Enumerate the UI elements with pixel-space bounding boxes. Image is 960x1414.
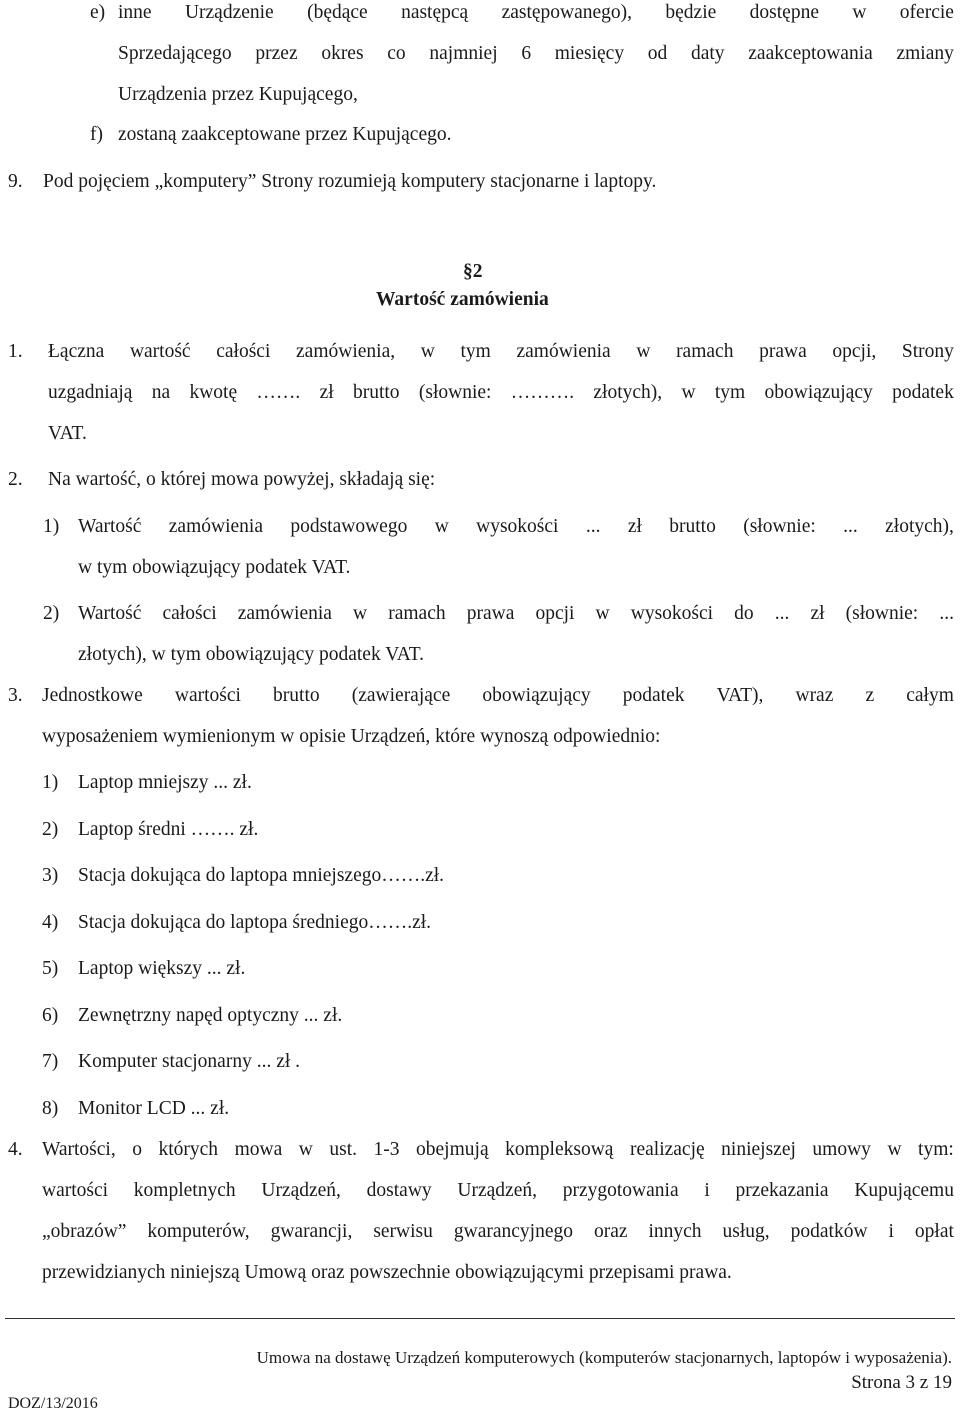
word: obejmują [416,1139,489,1160]
paragraph-line: VAT. [48,423,87,444]
paragraph-line [78,604,954,624]
word: VAT), [716,685,764,706]
word: zamówienia [516,341,611,362]
word: brutto [273,685,320,706]
word: podatek [622,685,685,706]
text-line [48,383,954,403]
word: ofercie [899,2,954,23]
word: usług, [722,1221,770,1242]
word: i [704,1180,710,1201]
word: w [595,603,610,624]
word: Wartość [78,603,142,624]
word: złotych), [885,516,954,537]
word: kompletnych [133,1180,236,1201]
word: (zawierające [351,685,451,706]
word: ... [585,516,601,537]
list-marker: 9. [8,171,23,192]
word: całości [162,603,217,624]
word: ramach [676,341,734,362]
word: w [298,1139,313,1160]
word: serwisu [373,1221,433,1242]
paragraph-line [118,44,954,64]
word: zamówienia [237,603,332,624]
text-line [118,44,954,64]
word: brutto [669,516,716,537]
word: opłat [914,1221,954,1242]
word: od [647,43,668,64]
list-marker: f) [90,124,103,145]
list-marker: 3. [8,685,23,706]
text-line [118,3,954,23]
list-marker: e) [90,2,106,23]
word: 6 [521,43,532,64]
word: „obrazów” [42,1221,127,1242]
word: opcji [535,603,575,624]
word: i [888,1221,894,1242]
word: w [420,341,435,362]
word: komputerów, [147,1221,250,1242]
word: obowiązujący [764,382,873,403]
word: których [158,1139,219,1160]
list-marker: 2) [43,603,60,624]
word: tym [714,382,746,403]
word: (słownie: [743,516,816,537]
paragraph-line: przewidzianych niniejszą Umową oraz powszechnie obowiązującymi przepisami prawa. [42,1262,732,1283]
word: do [734,603,754,624]
word: (słownie: [845,603,919,624]
list-item: Laptop mniejszy ... zł. [78,772,252,793]
word: w [434,516,449,537]
word: zł [627,516,642,537]
list-marker: 1) [43,516,60,537]
text-line [48,342,954,362]
word: Urządzeń, [261,1180,341,1201]
word: daty [690,43,725,64]
word: o [132,1139,142,1160]
text-line [78,604,954,624]
paragraph-line: Pod pojęciem „komputery” Strony rozumieją komputery stacjonarne i laptopy. [43,171,657,192]
word: ... [843,516,858,537]
word: ramach [388,603,446,624]
word: dostawy [366,1180,432,1201]
word: ... [939,603,954,624]
word: będzie [665,2,717,23]
word: zaakceptowania [748,43,873,64]
word: kompleksową [505,1139,614,1160]
list-item: Stacja dokująca do laptopa średniego…….zł. [78,912,432,933]
word: całym [906,685,954,706]
section-title: Wartość zamówienia [376,289,549,310]
list-item: Stacja dokująca do laptopa mniejszego…….zł. [78,865,445,886]
word: (będące [307,2,368,23]
document-code: DOZ/13/2016 [8,1395,98,1412]
word: wartości [42,1180,109,1201]
list-marker: 1) [42,772,59,793]
word: miesięcy [554,43,625,64]
word: w [681,382,696,403]
word: Kupującemu [854,1180,954,1201]
word: innych [648,1221,702,1242]
word: ………. [510,382,575,403]
list-item: Laptop większy ... zł. [78,958,246,979]
word: zamówienia [168,516,263,537]
word: najmniej [429,43,498,64]
list-item: Laptop średni ……. zł. [78,819,259,840]
paragraph-line: Na wartość, o której mowa powyżej, składają się: [48,469,436,490]
paragraph-line: zostaną zaakceptowane przez Kupującego. [118,124,452,145]
word: zamówienia, [296,341,396,362]
word: przez [255,43,298,64]
word: dostępne [749,2,819,23]
section-number: §2 [463,261,483,282]
word: oraz [593,1221,628,1242]
word: opcji, [832,341,877,362]
word: niniejszej [721,1139,796,1160]
word: ……. [256,382,301,403]
word: okres [321,43,364,64]
word: Urządzenie [184,2,274,23]
word: Strony [901,341,954,362]
footer-divider [5,1318,955,1319]
word: (słownie: [418,382,492,403]
word: zł [319,382,334,403]
word: ... [774,603,790,624]
list-marker: 2) [42,819,59,840]
word: podatek [892,382,954,403]
paragraph-line [42,686,954,706]
list-marker: 3) [42,865,59,886]
word: całości [216,341,271,362]
word: Wartości, [42,1139,116,1160]
word: gwarancji, [270,1221,353,1242]
word: zł [810,603,825,624]
word: wysokości [630,603,714,624]
word: złotych), [593,382,663,403]
paragraph-line [42,1140,954,1160]
paragraph-line [42,1222,954,1242]
word: w [353,603,368,624]
word: wysokości [476,516,559,537]
word: w [887,1139,902,1160]
word: kwotę [189,382,238,403]
word: w [636,341,651,362]
paragraph-line [42,1181,954,1201]
text-line [42,1222,954,1242]
word: realizację [629,1139,705,1160]
footer-title: Umowa na dostawę Urządzeń komputerowych (komputerów stacjonarnych, laptopów i wyposażenia). [256,1348,952,1367]
word: wartość [129,341,191,362]
word: obowiązujący [482,685,591,706]
word: umowy [812,1139,871,1160]
word: podatków [790,1221,868,1242]
paragraph-line: wyposażeniem wymienionym w opisie Urządzeń, które wynoszą odpowiednio: [42,726,661,747]
list-marker: 8) [42,1098,59,1119]
word: tym [460,341,491,362]
word: gwarancyjnego [453,1221,573,1242]
word: w [852,2,867,23]
word: Urządzeń, [457,1180,537,1201]
page-number: Strona 3 z 19 [851,1372,952,1393]
list-item: Komputer stacjonarny ... zł . [78,1051,301,1072]
paragraph-line [118,3,954,23]
word: Jednostkowe [42,685,143,706]
word: Łączna [48,341,105,362]
list-marker: 4. [8,1139,23,1160]
text-line [42,1181,954,1201]
paragraph-line [48,342,954,362]
word: zmiany [896,43,954,64]
word: podstawowego [290,516,408,537]
word: wartości [174,685,241,706]
paragraph-line [48,383,954,403]
paragraph-line: w tym obowiązujący podatek VAT. [78,557,351,578]
word: prawa [466,603,515,624]
word: następcą [401,2,469,23]
word: Sprzedającego [118,43,232,64]
text-line [42,686,954,706]
word: inne [118,2,152,23]
list-marker: 5) [42,958,59,979]
word: z [865,685,875,706]
word: zastępowanego), [501,2,633,23]
word: Wartość [78,516,142,537]
list-marker: 2. [8,469,23,490]
word: na [151,382,171,403]
word: brutto [352,382,400,403]
list-marker: 6) [42,1005,59,1026]
list-marker: 4) [42,912,59,933]
word: przygotowania [562,1180,679,1201]
word: prawa [759,341,807,362]
word: co [387,43,406,64]
word: tym: [918,1139,954,1160]
text-line [78,517,954,537]
paragraph-line [78,517,954,537]
word: uzgadniają [48,382,133,403]
word: 1-3 [373,1139,400,1160]
word: mowa [234,1139,283,1160]
list-marker: 1. [8,341,23,362]
word: ust. [329,1139,357,1160]
word: przekazania [735,1180,829,1201]
list-item: Monitor LCD ... zł. [78,1098,230,1119]
text-line [42,1140,954,1160]
list-item: Zewnętrzny napęd optyczny ... zł. [78,1005,343,1026]
list-marker: 7) [42,1051,59,1072]
paragraph-line: złotych), w tym obowiązujący podatek VAT. [78,644,425,665]
paragraph-line: Urządzenia przez Kupującego, [118,84,358,105]
word: wraz [795,685,834,706]
